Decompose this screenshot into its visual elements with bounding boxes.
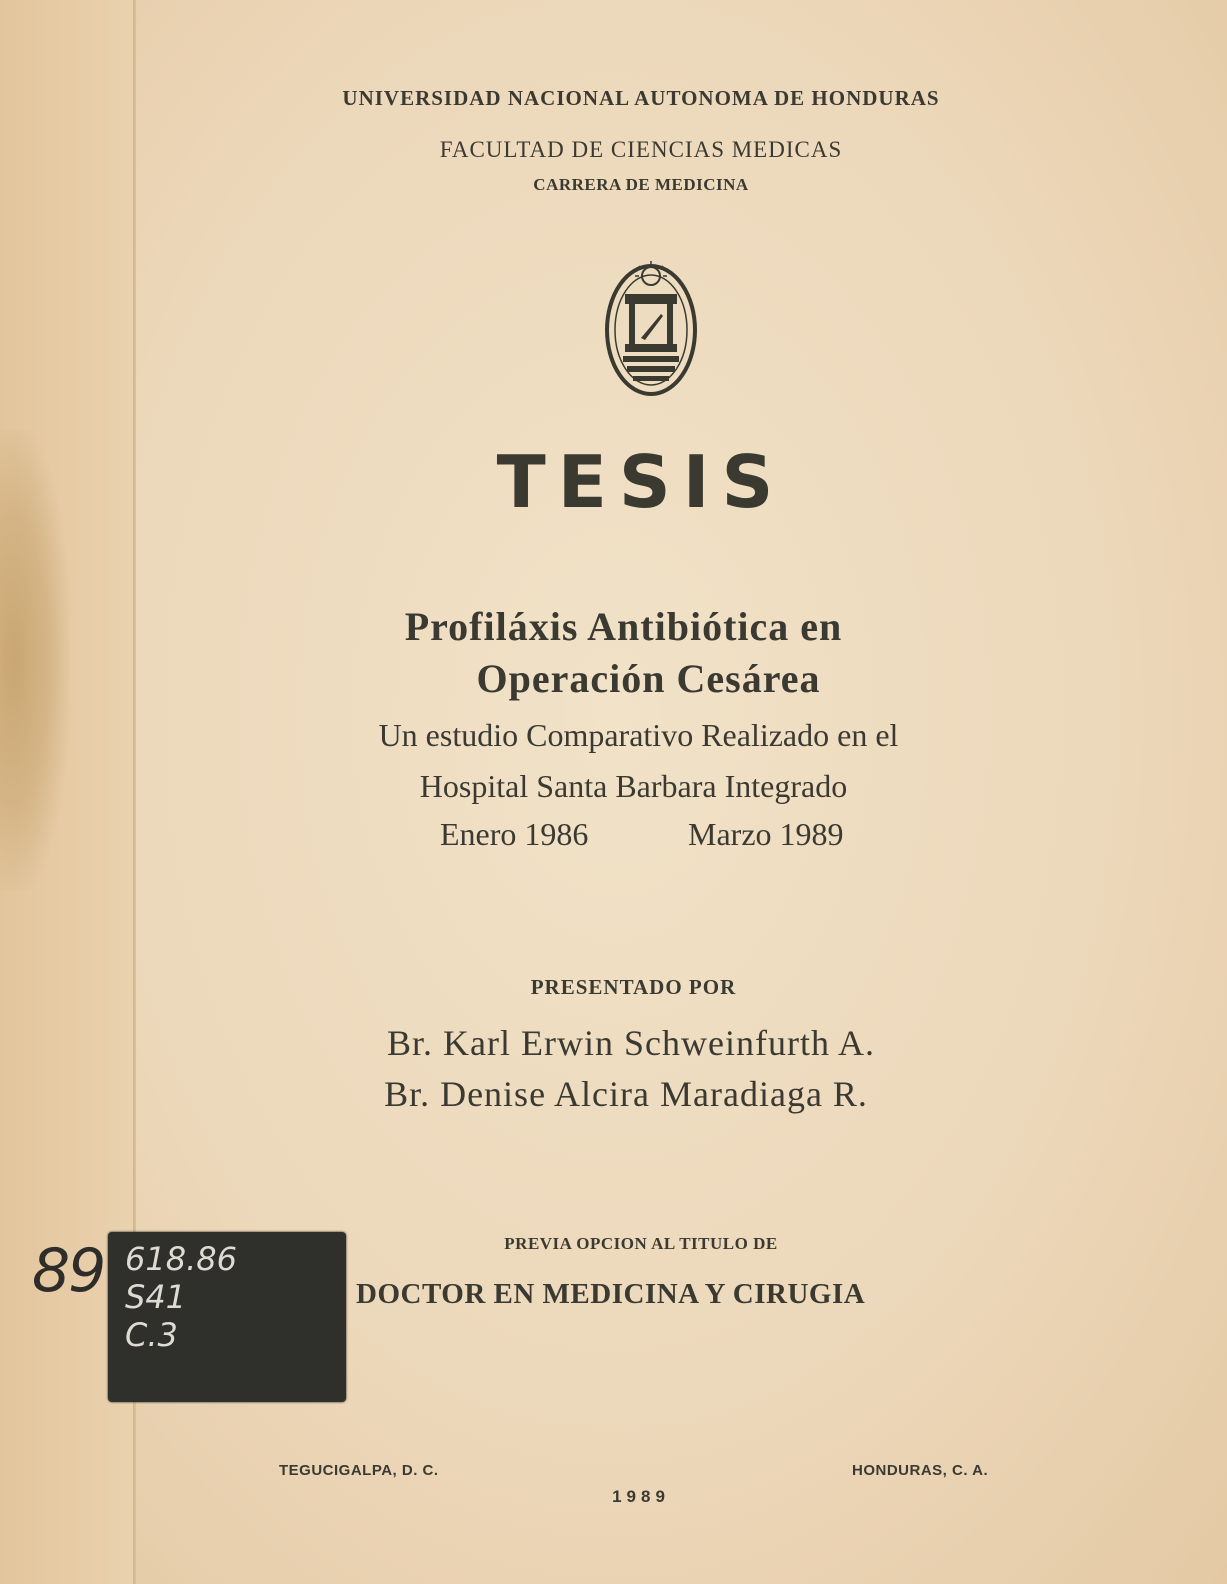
footer-country: HONDURAS, C. A.	[852, 1462, 989, 1479]
thesis-title-line-2: Operación Cesárea	[476, 656, 821, 701]
career-name: CARRERA DE MEDICINA	[533, 175, 749, 194]
call-number-line-2: S41	[125, 1278, 187, 1316]
author-2: Br. Denise Alcira Maradiaga R.	[384, 1074, 868, 1114]
footer-city: TEGUCIGALPA, D. C.	[279, 1462, 439, 1479]
university-name: UNIVERSIDAD NACIONAL AUTONOMA DE HONDURAS	[342, 86, 940, 110]
subtitle-line-1: Un estudio Comparativo Realizado en el	[378, 717, 899, 753]
call-number-line-3: C.3	[125, 1316, 178, 1354]
faculty-name: FACULTAD DE CIENCIAS MEDICAS	[439, 137, 843, 162]
presented-by-label: PRESENTADO POR	[530, 975, 737, 999]
footer-year: 1989	[612, 1487, 670, 1506]
degree-title: DOCTOR EN MEDICINA Y CIRUGIA	[356, 1278, 866, 1310]
subtitle-line-2: Hospital Santa Barbara Integrado	[419, 768, 848, 804]
call-number-line-1: 618.86	[125, 1240, 237, 1278]
document-type-heading: TESIS	[496, 440, 786, 524]
study-start-date: Enero 1986	[440, 816, 589, 852]
degree-label: PREVIA OPCION AL TITULO DE	[504, 1234, 778, 1253]
call-number-text	[125, 1240, 325, 1354]
handwritten-number: 89	[32, 1236, 105, 1306]
university-seal-icon	[603, 258, 699, 398]
thesis-title-line-1: Profiláxis Antibiótica en	[404, 604, 843, 649]
author-1: Br. Karl Erwin Schweinfurth A.	[387, 1023, 875, 1063]
study-end-date: Marzo 1989	[688, 816, 844, 852]
